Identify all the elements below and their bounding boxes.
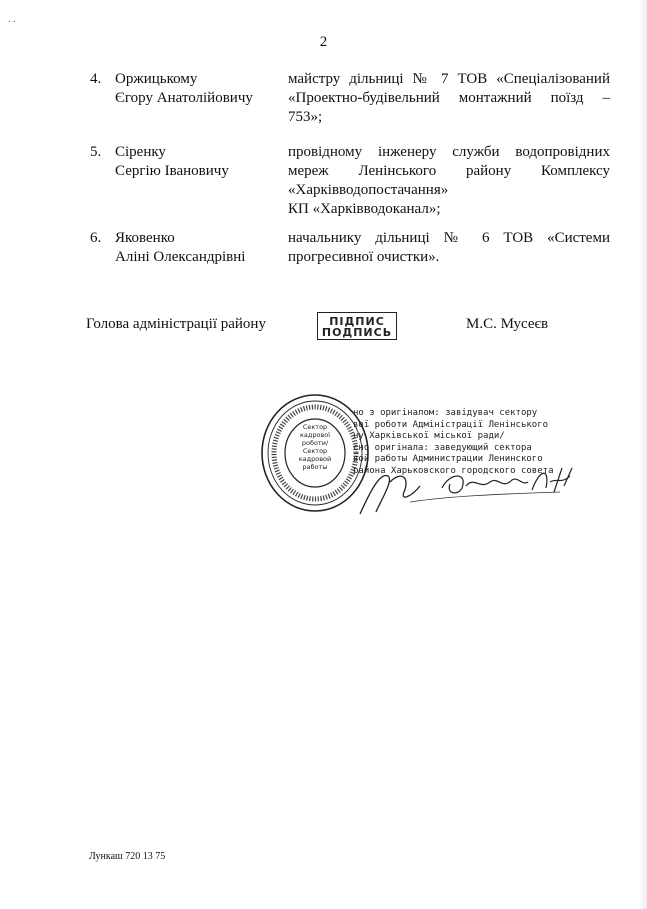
signatory-title: Голова адміністрації району	[86, 316, 266, 332]
name-line: Сергію Івановичу	[115, 163, 229, 179]
scan-corner-marks: . .	[8, 14, 16, 25]
list-item	[90, 143, 610, 223]
name-line: Сіренку	[115, 144, 166, 160]
position-description	[288, 70, 610, 127]
person-name	[115, 70, 285, 108]
page-number: 2	[319, 34, 328, 50]
certification-line: ну Харківської міської ради/	[353, 431, 505, 441]
role-line: мереж Ленінського району Комплексу	[288, 163, 610, 179]
scan-edge-shadow	[639, 0, 647, 909]
seal-center-line: роботи/	[301, 439, 329, 447]
role-line: майстру дільниці № 7 ТОВ «Спеціалізований	[288, 71, 610, 87]
role-line: 753»;	[288, 109, 323, 125]
footer-executor-phone: Лункаш 720 13 75	[89, 851, 166, 862]
role-line: «Харківводопостачання»	[288, 182, 449, 198]
certification-line: вой работы Администрации Ленинского	[353, 454, 543, 464]
name-line: Оржицькому	[115, 71, 198, 87]
role-line: «Проектно-будівельний монтажний поїзд –	[288, 90, 610, 106]
signatory-name: М.С. Мусеєв	[466, 316, 549, 332]
stamp-line: ПІДПИС	[329, 315, 385, 328]
certification-line: сно оригінала: заведующий сектора	[353, 442, 532, 453]
certification-line: района Харьковского городского совета	[353, 465, 554, 476]
person-name	[115, 229, 285, 267]
seal-center-line: кадровой	[298, 455, 332, 463]
role-line: прогресивної очистки».	[288, 249, 440, 265]
name-line: Аліні Олександрівні	[115, 249, 246, 265]
certification-line: но з оригіналом: завідувач сектору	[353, 408, 538, 418]
stamp-line: ПОДПИСЬ	[321, 326, 393, 339]
position-description	[288, 143, 610, 219]
role-line: начальнику дільниці № 6 ТОВ «Системи	[288, 230, 610, 246]
role-line: КП «Харківводоканал»;	[288, 201, 441, 217]
list-item-number: 6.	[90, 230, 102, 246]
seal-center-line: работы	[302, 463, 328, 471]
name-line: Єгору Анатолійовичу	[115, 90, 253, 106]
certification-line: вої роботи Адміністрації Ленінського	[353, 419, 549, 430]
seal-center-line: кадрової	[299, 431, 331, 439]
list-item-number: 4.	[90, 71, 102, 87]
list-item	[90, 229, 610, 269]
position-description	[288, 229, 610, 267]
handwritten-signature	[350, 462, 580, 518]
seal-center-line: Сектор	[302, 447, 328, 455]
role-line: провідному інженеру служби водопровідних	[288, 144, 610, 160]
seal-center-line: Сектор	[302, 423, 328, 431]
list-item-number: 5.	[90, 144, 102, 160]
name-line: Яковенко	[115, 230, 175, 246]
list-item	[90, 70, 610, 130]
signature-stamp	[317, 312, 397, 340]
person-name	[115, 143, 285, 181]
